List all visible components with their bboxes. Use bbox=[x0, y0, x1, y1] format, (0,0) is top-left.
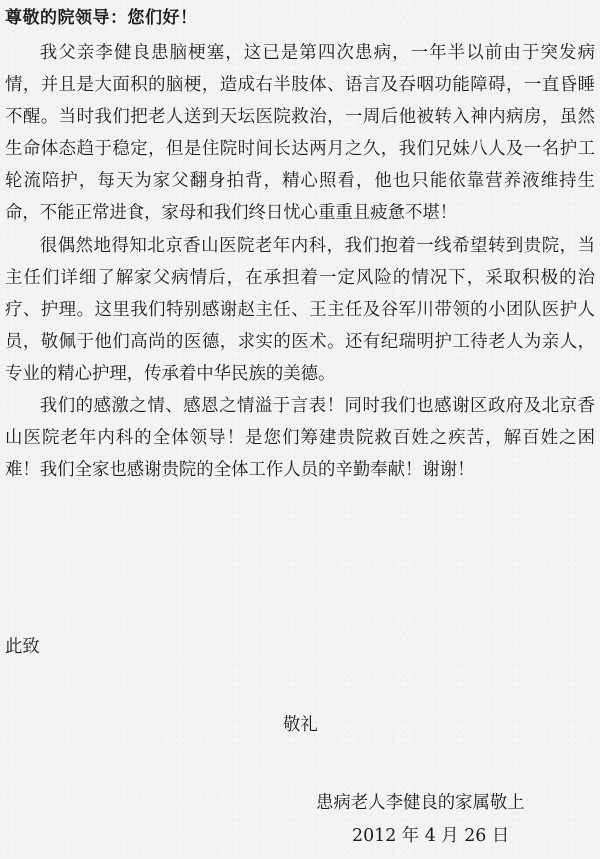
letter-date: 2012 年 4 月 26 日 bbox=[352, 826, 510, 846]
letter-closing-to: 此致 bbox=[5, 637, 40, 657]
letter-body bbox=[5, 37, 595, 486]
letter-paragraph-3: 我们的感激之情、感恩之情溢于言表！同时我们也感谢区政府及北京香山医院老年内科的全体领导！是您们筹建贵院救百姓之疾苦，解百姓之困难！我们全家也感谢贵院的全体工作人员的辛勤奉献！谢谢！ bbox=[5, 396, 595, 481]
letter-greeting: 尊敬的院领导：您们好！ bbox=[5, 8, 198, 28]
letter-paragraph-1: 我父亲李健良患脑梗塞，这已是第四次患病，一年半以前由于突发病情，并且是大面积的脑梗，造成右半肢体、语言及吞咽功能障碍，一直昏睡不醒。当时我们把老人送到天坛医院救治，一周后他被转入神内病房，虽然生命体态趋于稳定，但是住院时间长达两月之久，我们兄妹八人及一名护工轮流陪护，每天为家父翻身拍背，精心照看，他也只能依靠营养液维持生命，不能正常进食，家母和我们终日忧心重重且疲惫不堪！ bbox=[5, 43, 595, 224]
letter-salutation: 敬礼 bbox=[283, 715, 318, 735]
letter-signer: 患病老人李健良的家属敬上 bbox=[316, 793, 525, 813]
letter-paragraph-2: 很偶然地得知北京香山医院老年内科，我们抱着一线希望转到贵院，当主任们详细了解家父病情后，在承担着一定风险的情况下，采取积极的治疗、护理。这里我们特别感谢赵主任、王主任及谷军川带领的小团队医护人员，敬佩于他们高尚的医德，求实的医术。还有纪瑞明护工待老人为亲人，专业的精心护理，传承着中华民族的美德。 bbox=[5, 235, 595, 384]
